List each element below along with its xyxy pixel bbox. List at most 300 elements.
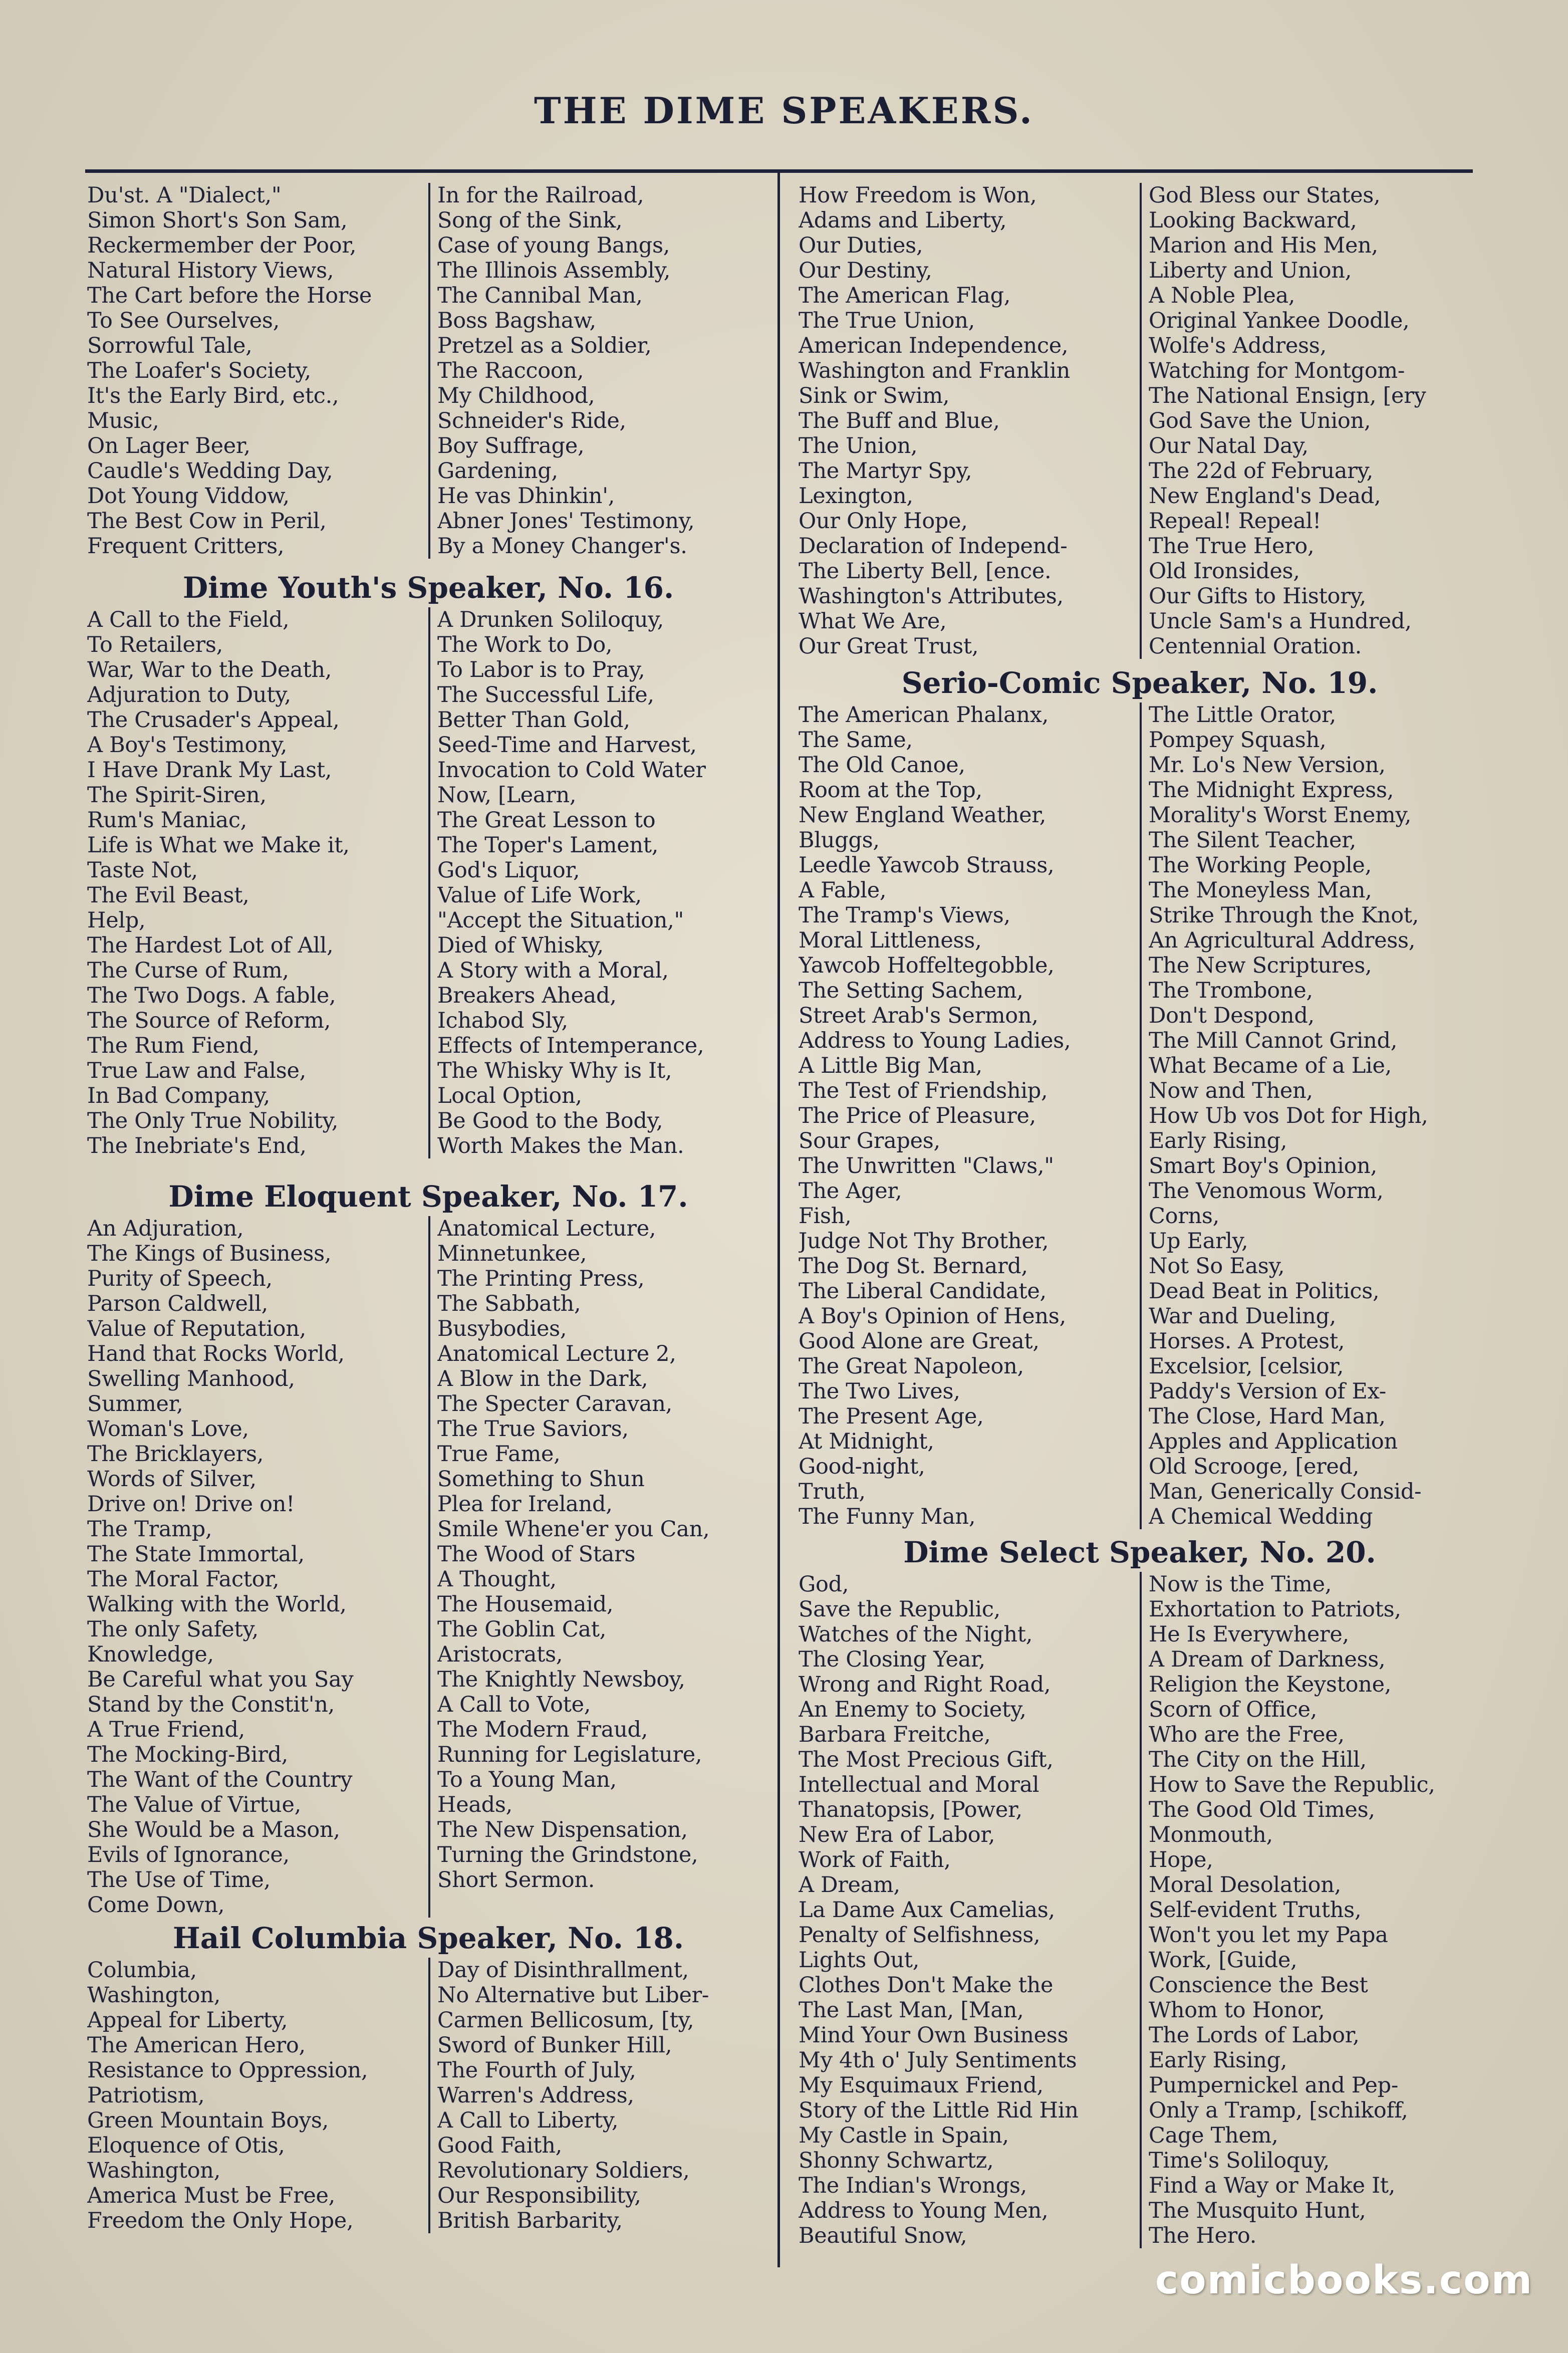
left-sec0-col1 [85, 183, 428, 559]
speech-title: The Spirit-Siren, [87, 783, 267, 808]
speech-title: The Mill Cannot Grind, [1149, 1028, 1398, 1053]
speech-title: Stand by the Constit'n, [87, 1692, 335, 1717]
speech-title: Columbia, [87, 1958, 197, 1983]
speech-title: Address to Young Ladies, [799, 1028, 1071, 1053]
speech-title: The Raccoon, [437, 358, 584, 383]
speech-title: What We Are, [799, 609, 947, 634]
speech-title: I Have Drank My Last, [87, 758, 332, 783]
speech-title: Original Yankee Doodle, [1149, 308, 1410, 333]
speech-title: The Bricklayers, [87, 1442, 264, 1467]
speech-title: "Accept the Situation," [437, 908, 684, 933]
speech-title: The Present Age, [799, 1404, 984, 1429]
speech-title: Song of the Sink, [437, 208, 623, 233]
speech-title: Liberty and Union, [1149, 258, 1352, 283]
speech-title: Morality's Worst Enemy, [1149, 803, 1412, 828]
speech-title: The Value of Virtue, [87, 1792, 301, 1817]
speech-title: The Setting Sachem, [799, 978, 1023, 1003]
speech-title: A True Friend, [87, 1717, 245, 1742]
speech-title: To Labor is to Pray, [437, 657, 645, 682]
left-section-continued [85, 183, 771, 559]
speech-title: Repeal! Repeal! [1149, 509, 1322, 534]
speech-title: The Loafer's Society, [87, 358, 311, 383]
speech-title: Seed-Time and Harvest, [437, 733, 697, 758]
speech-title: Effects of Intemperance, [437, 1033, 704, 1058]
speech-title: The American Phalanx, [799, 702, 1049, 728]
speech-title: Turning the Grindstone, [437, 1842, 698, 1867]
speech-title: No Alternative but Liber- [437, 1983, 709, 2008]
speech-title: Won't you let my Papa [1149, 1923, 1388, 1948]
speech-title: The Union, [799, 433, 918, 458]
speech-title: The City on the Hill, [1149, 1747, 1367, 1772]
speech-title: The American Flag, [799, 283, 1011, 308]
section-dime-youths-speaker [85, 566, 771, 1158]
speech-title: The Two Dogs. A fable, [87, 983, 336, 1008]
speech-title: A Dream, [799, 1872, 900, 1898]
speech-title: Our Responsibility, [437, 2183, 641, 2208]
speech-title: To See Ourselves, [87, 308, 280, 333]
speech-title: Fish, [799, 1204, 852, 1229]
header-rule [85, 169, 1473, 173]
speech-title: Come Down, [87, 1893, 225, 1918]
speech-title: The New Scriptures, [1149, 953, 1372, 978]
speech-title: The Midnight Express, [1149, 778, 1394, 803]
speech-title: True Law and False, [87, 1058, 307, 1083]
speech-title: New England Weather, [799, 803, 1047, 828]
speech-title: Intellectual and Moral [799, 1772, 1039, 1797]
speech-title: God Save the Union, [1149, 408, 1371, 433]
speech-title: Lights Out, [799, 1948, 920, 1973]
speech-title: Value of Reputation, [87, 1316, 307, 1341]
speech-title: The Moral Factor, [87, 1567, 280, 1592]
speech-title: Good-night, [799, 1454, 925, 1479]
left-sec3-col2 [428, 1958, 771, 2233]
right-sec0-col1 [797, 183, 1140, 659]
speech-title: A Boy's Testimony, [87, 733, 288, 758]
speech-title: Story of the Little Rid Hin [799, 2098, 1079, 2123]
speech-title: Minnetunkee, [437, 1241, 587, 1266]
speech-title: A Dream of Darkness, [1149, 1647, 1386, 1672]
speech-title: Good Alone are Great, [799, 1329, 1039, 1354]
speech-title: Caudle's Wedding Day, [87, 458, 333, 484]
speech-title: The Kings of Business, [87, 1241, 332, 1266]
speech-title: The Use of Time, [87, 1867, 271, 1893]
speech-title: Man, Generically Consid- [1149, 1479, 1422, 1504]
speech-title: Adams and Liberty, [799, 208, 1007, 233]
speech-title: My Esquimaux Friend, [799, 2073, 1043, 2098]
speech-title: In for the Railroad, [437, 183, 644, 208]
speech-title: Purity of Speech, [87, 1266, 273, 1291]
speech-title: Don't Despond, [1149, 1003, 1315, 1028]
speech-title: The Funny Man, [799, 1504, 976, 1529]
speech-title: Scorn of Office, [1149, 1697, 1318, 1722]
speech-title: A Call to the Field, [87, 607, 290, 632]
speech-title: Wrong and Right Road, [799, 1672, 1051, 1697]
speech-title: A Story with a Moral, [437, 958, 669, 983]
speech-title: Marion and His Men, [1149, 233, 1378, 258]
speech-title: The True Hero, [1149, 534, 1315, 559]
speech-title: Better Than Gold, [437, 708, 630, 733]
speech-title: Conscience the Best [1149, 1973, 1368, 1998]
speech-title: The Trombone, [1149, 978, 1313, 1003]
speech-title: Abner Jones' Testimony, [437, 509, 695, 534]
speech-title: Drive on! Drive on! [87, 1492, 295, 1517]
speech-title: Early Rising, [1149, 2048, 1287, 2073]
speech-title: Paddy's Version of Ex- [1149, 1379, 1387, 1404]
speech-title: Simon Short's Son Sam, [87, 208, 348, 233]
speech-title: Declaration of Independ- [799, 534, 1068, 559]
speech-title: The 22d of February, [1149, 458, 1374, 484]
speech-title: Save the Republic, [799, 1597, 1001, 1622]
speech-title: To Retailers, [87, 632, 223, 657]
speech-title: The Ager, [799, 1179, 902, 1204]
speech-title: Breakers Ahead, [437, 983, 617, 1008]
speech-title: Work, [Guide, [1149, 1948, 1297, 1973]
speech-title: Swelling Manhood, [87, 1366, 295, 1391]
speech-title: Natural History Views, [87, 258, 334, 283]
speech-title: Lexington, [799, 484, 913, 509]
speech-title: Thanatopsis, [Power, [799, 1797, 1022, 1822]
speech-title: Room at the Top, [799, 778, 982, 803]
left-sec1-col2 [428, 607, 771, 1158]
speech-title: Good Faith, [437, 2133, 562, 2158]
speech-title: Monmouth, [1149, 1822, 1273, 1847]
speech-title: Looking Backward, [1149, 208, 1357, 233]
speech-title: Mind Your Own Business [799, 2023, 1069, 2048]
speech-title: Worth Makes the Man. [437, 1133, 684, 1158]
speech-title: The Mocking-Bird, [87, 1742, 289, 1767]
speech-title: Hand that Rocks World, [87, 1341, 345, 1366]
speech-title: On Lager Beer, [87, 433, 250, 458]
speech-title: New Era of Labor, [799, 1822, 995, 1847]
speech-title: Not So Easy, [1149, 1254, 1285, 1279]
speech-title: The Close, Hard Man, [1149, 1404, 1386, 1429]
speech-title: Whom to Honor, [1149, 1998, 1325, 2023]
speech-title: Horses. A Protest, [1149, 1329, 1345, 1354]
speech-title: A Boy's Opinion of Hens, [799, 1304, 1066, 1329]
speech-title: Anatomical Lecture, [437, 1216, 656, 1241]
speech-title: The Tramp's Views, [799, 903, 1010, 928]
speech-title: Carmen Bellicosum, [ty, [437, 2008, 694, 2033]
speech-title: Life is What we Make it, [87, 833, 350, 858]
speech-title: British Barbarity, [437, 2208, 623, 2233]
speech-title: The Toper's Lament, [437, 833, 659, 858]
speech-title: Local Option, [437, 1083, 582, 1108]
speech-title: Leedle Yawcob Strauss, [799, 853, 1055, 878]
speech-title: Case of young Bangs, [437, 233, 670, 258]
speech-title: Anatomical Lecture 2, [437, 1341, 676, 1366]
right-sec0-col2 [1140, 183, 1483, 659]
speech-title: The Test of Friendship, [799, 1078, 1048, 1103]
speech-title: Yawcob Hoffeltegobble, [799, 953, 1055, 978]
center-divider [777, 173, 780, 2267]
speech-title: Words of Silver, [87, 1467, 256, 1492]
speech-title: An Agricultural Address, [1149, 928, 1416, 953]
speech-title: A Little Big Man, [799, 1053, 982, 1078]
speech-title: Pumpernickel and Pep- [1149, 2073, 1399, 2098]
speech-title: Value of Life Work, [437, 883, 642, 908]
speech-title: The Best Cow in Peril, [87, 509, 327, 534]
speech-title: The Liberal Candidate, [799, 1279, 1047, 1304]
speech-title: The State Immortal, [87, 1542, 305, 1567]
speech-title: America Must be Free, [87, 2183, 336, 2208]
speech-title: How Ub vos Dot for High, [1149, 1103, 1428, 1128]
speech-title: Eloquence of Otis, [87, 2133, 285, 2158]
speech-title: Invocation to Cold Water [437, 758, 706, 783]
speech-title: Pompey Squash, [1149, 728, 1327, 753]
speech-title: Aristocrats, [437, 1642, 563, 1667]
speech-title: Moral Littleness, [799, 928, 982, 953]
speech-title: A Call to Vote, [437, 1692, 591, 1717]
speech-title: The Moneyless Man, [1149, 878, 1372, 903]
speech-title: Boss Bagshaw, [437, 308, 596, 333]
speech-title: The Working People, [1149, 853, 1372, 878]
speech-title: To a Young Man, [437, 1767, 617, 1792]
speech-title: Heads, [437, 1792, 513, 1817]
speech-title: Parson Caldwell, [87, 1291, 268, 1316]
section-dime-eloquent-speaker [85, 1175, 771, 1918]
speech-title: God, [799, 1572, 849, 1597]
speech-title: The Indian's Wrongs, [799, 2173, 1027, 2198]
speech-title: Schneider's Ride, [437, 408, 626, 433]
watermark-text: comicbooks.com [1155, 2258, 1533, 2303]
speech-title: The Modern Fraud, [437, 1717, 648, 1742]
left-sec0-col2 [428, 183, 771, 559]
speech-title: The Martyr Spy, [799, 458, 972, 484]
speech-title: My 4th o' July Sentiments [799, 2048, 1077, 2073]
speech-title: The Tramp, [87, 1517, 212, 1542]
speech-title: The Illinois Assembly, [437, 258, 671, 283]
speech-title: Street Arab's Sermon, [799, 1003, 1038, 1028]
section-heading: Dime Select Speaker, No. 20. [903, 1535, 1376, 1569]
speech-title: At Midnight, [799, 1429, 934, 1454]
speech-title: Only a Tramp, [schikoff, [1149, 2098, 1408, 2123]
speech-title: Music, [87, 408, 159, 433]
speech-title: The Little Orator, [1149, 702, 1336, 728]
speech-title: Woman's Love, [87, 1417, 249, 1442]
speech-title: The Evil Beast, [87, 883, 249, 908]
speech-title: The Knightly Newsboy, [437, 1667, 685, 1692]
speech-title: Bluggs, [799, 828, 880, 853]
speech-title: Self-evident Truths, [1149, 1898, 1362, 1923]
speech-title: Religion the Keystone, [1149, 1672, 1392, 1697]
speech-title: Dead Beat in Politics, [1149, 1279, 1380, 1304]
speech-title: Moral Desolation, [1149, 1872, 1341, 1898]
speech-title: Sword of Bunker Hill, [437, 2033, 672, 2058]
speech-title: Apples and Application [1149, 1429, 1398, 1454]
speech-title: Help, [87, 908, 146, 933]
speech-title: Up Early, [1149, 1229, 1248, 1254]
speech-title: Appeal for Liberty, [87, 2008, 288, 2033]
speech-title: The Liberty Bell, [ence. [799, 559, 1052, 584]
speech-title: The Whisky Why is It, [437, 1058, 672, 1083]
speech-title: The Specter Caravan, [437, 1391, 672, 1417]
speech-title: A Call to Liberty, [437, 2108, 619, 2133]
speech-title: The Lords of Labor, [1149, 2023, 1360, 2048]
speech-title: Our Duties, [799, 233, 923, 258]
speech-title: Sour Grapes, [799, 1128, 940, 1153]
speech-title: Excelsior, [celsior, [1149, 1354, 1344, 1379]
speech-title: She Would be a Mason, [87, 1817, 340, 1842]
speech-title: The only Safety, [87, 1617, 258, 1642]
speech-title: Barbara Freitche, [799, 1722, 991, 1747]
speech-title: God's Liquor, [437, 858, 580, 883]
speech-title: Boy Suffrage, [437, 433, 585, 458]
speech-title: He Is Everywhere, [1149, 1622, 1349, 1647]
speech-title: The Sabbath, [437, 1291, 581, 1316]
speech-title: Who are the Free, [1149, 1722, 1345, 1747]
speech-title: Smart Boy's Opinion, [1149, 1153, 1377, 1179]
speech-title: My Castle in Spain, [799, 2123, 1009, 2148]
speech-title: War and Dueling, [1149, 1304, 1337, 1329]
speech-title: The Closing Year, [799, 1647, 985, 1672]
speech-title: The Price of Pleasure, [799, 1103, 1036, 1128]
speech-title: The Cannibal Man, [437, 283, 643, 308]
speech-title: Strike Through the Knot, [1149, 903, 1419, 928]
speech-title: Uncle Sam's a Hundred, [1149, 609, 1412, 634]
speech-title: Our Great Trust, [799, 634, 979, 659]
speech-title: Address to Young Men, [799, 2198, 1049, 2223]
speech-title: The Musquito Hunt, [1149, 2198, 1366, 2223]
speech-title: The Hardest Lot of All, [87, 933, 334, 958]
speech-title: Watching for Montgom- [1149, 358, 1405, 383]
speech-title: Our Natal Day, [1149, 433, 1309, 458]
left-sec3-col1 [85, 1958, 428, 2233]
speech-title: The New Dispensation, [437, 1817, 688, 1842]
right-sec2-col1 [797, 1572, 1140, 2248]
speech-title: Our Only Hope, [799, 509, 968, 534]
speech-title: The Goblin Cat, [437, 1617, 607, 1642]
right-section-continued [797, 183, 1483, 659]
speech-title: New England's Dead, [1149, 484, 1381, 509]
speech-title: The Fourth of July, [437, 2058, 636, 2083]
speech-title: Early Rising, [1149, 1128, 1287, 1153]
speech-title: Rum's Maniac, [87, 808, 247, 833]
speech-title: Sink or Swim, [799, 383, 950, 408]
speech-title: Now, [Learn, [437, 783, 577, 808]
speech-title: Gardening, [437, 458, 558, 484]
speech-title: Knowledge, [87, 1642, 214, 1667]
speech-title: A Fable, [799, 878, 887, 903]
speech-title: God Bless our States, [1149, 183, 1381, 208]
speech-title: The Hero. [1149, 2223, 1257, 2248]
speech-title: The Dog St. Bernard, [799, 1254, 1028, 1279]
section-dime-select-speaker [797, 1531, 1483, 2248]
speech-title: Summer, [87, 1391, 183, 1417]
speech-title: Washington and Franklin [799, 358, 1070, 383]
speech-title: Adjuration to Duty, [87, 682, 291, 708]
speech-title: The National Ensign, [ery [1149, 383, 1426, 408]
speech-title: Truth, [799, 1479, 866, 1504]
speech-title: Watches of the Night, [799, 1622, 1033, 1647]
speech-title: The Printing Press, [437, 1266, 645, 1291]
speech-title: American Independence, [799, 333, 1069, 358]
speech-title: What Became of a Lie, [1149, 1053, 1392, 1078]
speech-title: Cage Them, [1149, 2123, 1278, 2148]
speech-title: Beautiful Snow, [799, 2223, 967, 2248]
speech-title: The Two Lives, [799, 1379, 960, 1404]
speech-title: Revolutionary Soldiers, [437, 2158, 690, 2183]
speech-title: Exhortation to Patriots, [1149, 1597, 1401, 1622]
speech-title: Busybodies, [437, 1316, 567, 1341]
speech-title: Washington's Attributes, [799, 584, 1064, 609]
speech-title: Centennial Oration. [1149, 634, 1362, 659]
section-heading: Dime Eloquent Speaker, No. 17. [168, 1180, 688, 1214]
speech-title: Reckermember der Poor, [87, 233, 357, 258]
speech-title: He vas Dhinkin', [437, 484, 615, 509]
speech-title: Wolfe's Address, [1149, 333, 1327, 358]
speech-title: Died of Whisky, [437, 933, 604, 958]
speech-title: Old Ironsides, [1149, 559, 1300, 584]
section-hail-columbia-speaker [85, 1917, 771, 2233]
speech-title: How to Save the Republic, [1149, 1772, 1435, 1797]
speech-title: The Most Precious Gift, [799, 1747, 1054, 1772]
speech-title: The Source of Reform, [87, 1008, 331, 1033]
speech-title: A Noble Plea, [1149, 283, 1295, 308]
speech-title: My Childhood, [437, 383, 595, 408]
section-serio-comic-speaker [797, 661, 1483, 1529]
speech-title: The Cart before the Horse [87, 283, 372, 308]
speech-title: Penalty of Selfishness, [799, 1923, 1040, 1948]
speech-title: Patriotism, [87, 2083, 205, 2108]
speech-title: By a Money Changer's. [437, 534, 687, 559]
speech-title: The Wood of Stars [437, 1542, 636, 1567]
left-sec1-col1 [85, 607, 428, 1158]
speech-title: Hope, [1149, 1847, 1213, 1872]
right-sec1-col2 [1140, 702, 1483, 1529]
speech-title: Resistance to Oppression, [87, 2058, 368, 2083]
speech-title: Work of Faith, [799, 1847, 951, 1872]
speech-title: Judge Not Thy Brother, [799, 1229, 1049, 1254]
speech-title: Frequent Critters, [87, 534, 285, 559]
speech-title: It's the Early Bird, etc., [87, 383, 339, 408]
speech-title: Freedom the Only Hope, [87, 2208, 354, 2233]
speech-title: Now and Then, [1149, 1078, 1313, 1103]
section-heading: Serio-Comic Speaker, No. 19. [901, 666, 1378, 700]
speech-title: The True Saviors, [437, 1417, 629, 1442]
speech-title: Taste Not, [87, 858, 198, 883]
speech-title: True Fame, [437, 1442, 561, 1467]
speech-title: Plea for Ireland, [437, 1492, 613, 1517]
speech-title: La Dame Aux Camelias, [799, 1898, 1055, 1923]
speech-title: Short Sermon. [437, 1867, 595, 1893]
speech-title: Old Scrooge, [ered, [1149, 1454, 1360, 1479]
speech-title: Green Mountain Boys, [87, 2108, 329, 2133]
speech-title: The Great Lesson to [437, 808, 656, 833]
speech-title: A Thought, [437, 1567, 557, 1592]
speech-title: The American Hero, [87, 2033, 306, 2058]
speech-title: Mr. Lo's New Version, [1149, 753, 1386, 778]
speech-title: The Only True Nobility, [87, 1108, 339, 1133]
speech-title: Sorrowful Tale, [87, 333, 252, 358]
page-title: THE DIME SPEAKERS. [534, 89, 1034, 132]
speech-title: The Buff and Blue, [799, 408, 1000, 433]
speech-title: Warren's Address, [437, 2083, 634, 2108]
speech-title: Our Gifts to History, [1149, 584, 1367, 609]
speech-title: The Last Man, [Man, [799, 1998, 1024, 2023]
speech-title: A Drunken Soliloquy, [437, 607, 664, 632]
speech-title: An Adjuration, [87, 1216, 244, 1241]
speech-title: Be Good to the Body, [437, 1108, 663, 1133]
speech-title: An Enemy to Society, [799, 1697, 1026, 1722]
speech-title: Ichabod Sly, [437, 1008, 568, 1033]
left-sec2-col2 [428, 1216, 771, 1918]
speech-title: The Housemaid, [437, 1592, 614, 1617]
speech-title: The Unwritten "Claws," [799, 1153, 1054, 1179]
speech-title: The Successful Life, [437, 682, 654, 708]
speech-title: A Chemical Wedding [1149, 1504, 1373, 1529]
speech-title: The True Union, [799, 308, 975, 333]
speech-title: In Bad Company, [87, 1083, 270, 1108]
